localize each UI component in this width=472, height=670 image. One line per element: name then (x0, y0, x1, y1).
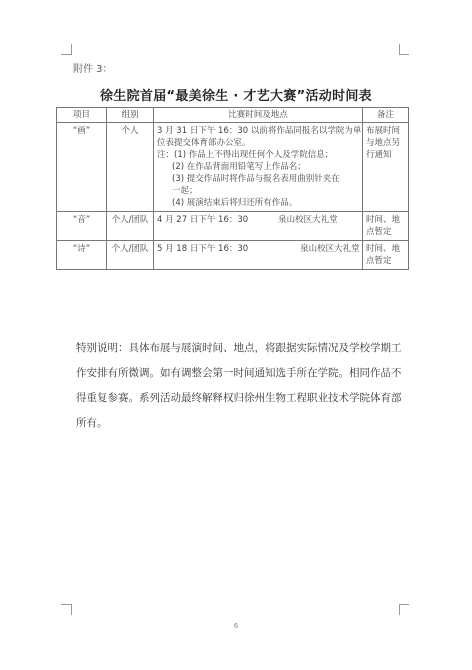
crop-mark-bottom-right (399, 604, 400, 615)
detail-line: 位表提交体育部办公室。 (157, 138, 251, 148)
detail-line: (3) 提交作品时将作品与报名表用曲别针夹在 (172, 174, 340, 184)
detail-line: (2) 在作品背面用铅笔写上作品名； (172, 162, 306, 172)
event-place: 泉山校区大礼堂 (300, 244, 360, 254)
header-time-place: 比赛时间及地点 (154, 108, 363, 123)
detail-line: 3 月 31 日下午 16：30 以前将作品同报名以学院为单 (157, 126, 362, 136)
cell-group: 个人 (107, 123, 154, 212)
table-row (57, 241, 409, 270)
table-row (57, 123, 409, 212)
header-group: 组别 (107, 108, 154, 123)
detail-line: 一起； (172, 186, 198, 196)
crop-mark-bottom-left (71, 604, 72, 615)
detail-line: 注：(1) 作品上不得出现任何个人及学院信息； (157, 150, 334, 160)
header-project: 项目 (57, 108, 107, 123)
cell-detail (154, 241, 363, 270)
cell-project: “诗” (57, 241, 107, 270)
header-remark: 备注 (363, 108, 409, 123)
special-note: 特别说明：具体布展与展演时间、地点，将跟据实际情况及学校学期工作安排有所微调。如有调整会第一时间通知选手所在学院。相同作品不得重复参赛。系列活动最终解释权归徐州生物工程职业技术学院体育部所有。 (76, 342, 402, 429)
cell-remark: 时间、地点暂定 (363, 241, 409, 270)
table-row (57, 212, 409, 241)
cell-detail (154, 123, 363, 212)
cell-detail (154, 212, 363, 241)
event-time: 5 月 18 日下午 16：30 (157, 244, 249, 254)
schedule-table (56, 107, 409, 270)
crop-mark-bottom-left (61, 604, 71, 605)
crop-mark-bottom-right (399, 604, 409, 605)
page-number: 6 (233, 622, 239, 630)
crop-mark-top-left (71, 44, 72, 55)
crop-mark-top-right (399, 54, 409, 55)
cell-remark: 布展时间与地点另行通知 (363, 123, 409, 212)
event-time: 4 月 27 日下午 16：30 (157, 215, 249, 225)
cell-remark: 时间、地点暂定 (363, 212, 409, 241)
cell-project: “画” (57, 123, 107, 212)
crop-mark-top-left (61, 54, 71, 55)
cell-group: 个人/团队 (107, 212, 154, 241)
event-place: 泉山校区大礼堂 (278, 215, 338, 225)
cell-group: 个人/团队 (107, 241, 154, 270)
cell-project: “音” (57, 212, 107, 241)
page-title: 徐生院首届“最美徐生 · 才艺大赛”活动时间表 (100, 89, 372, 104)
detail-line: (4) 展演结束后将归还所有作品。 (172, 198, 298, 208)
table-header-row (57, 108, 409, 123)
attachment-label: 附件 3： (73, 64, 113, 75)
